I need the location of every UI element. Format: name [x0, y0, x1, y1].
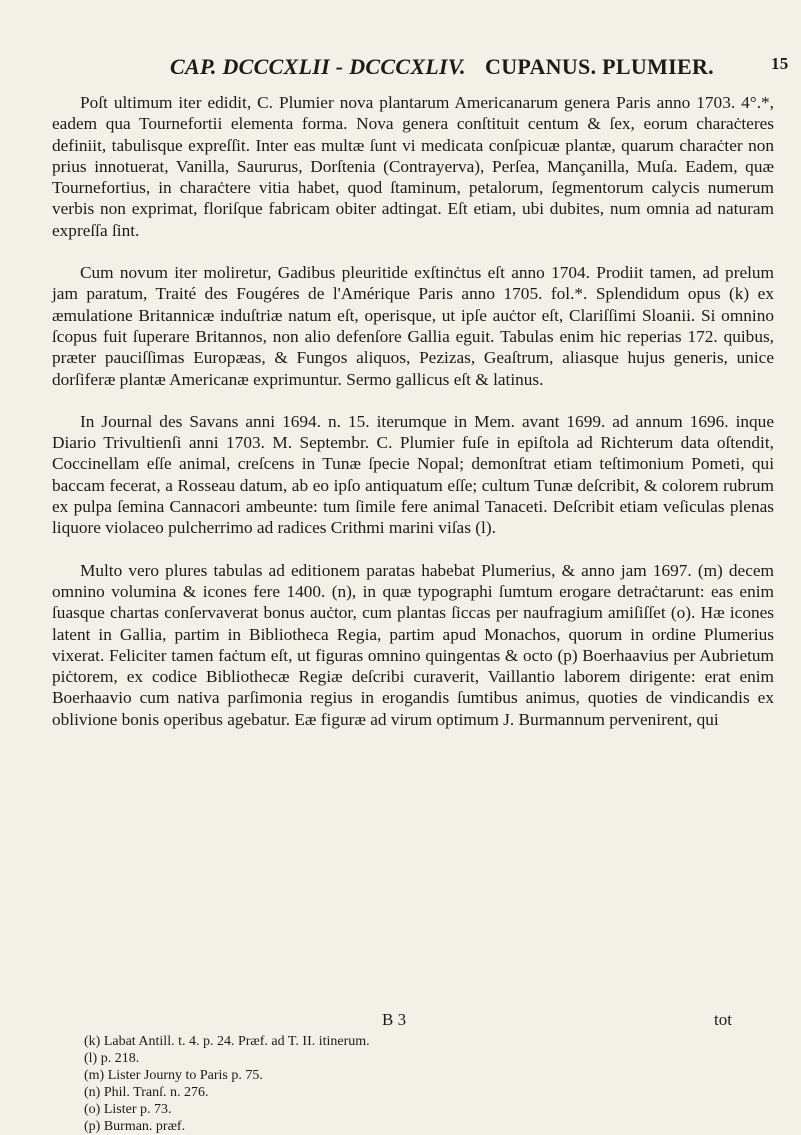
footnotes: [84, 1033, 764, 1135]
footnote: (n) Phil. Tranſ. n. 276.: [84, 1085, 209, 1100]
catchword: tot: [714, 1010, 732, 1029]
paragraph-3: In Journal des Savans anni 1694. n. 15. iterumque in Mem. avant 1699. ad annum 1696. inque Diario Trivultienſi anni 1703. M. Septembr. C. Plumier fuſe in epiſtola ad Richterum data oſtendit, Coccinellam eſſe animal, creſcens in Tunæ ſpecie Nopal; demonſtrat etiam teſtimonium Pometi, qui baccam fecerat, a Rosseau datum, ab eo ipſo antiquatum eſſe; cultum Tunæ deſcribit, & colorem rubrum ex pulpa ſemina Cannacori ambeunte: tum ſimile fere animal Tanaceti. Deſcribit etiam veſiculas plenas liquore violaceo pulcherrimo ad radices Crithmi marini viſas (l).: [52, 411, 774, 538]
paragraph-2: Cum novum iter moliretur, Gadibus pleuritide exſtinċtus eſt anno 1704. Prodiit tamen, ad prelum jam paratum, Traité des Fougéres de l'Amérique Paris anno 1705. fol.*. Splendidum opus (k) ex æmulatione Britannicæ induſtriæ natum eſt, operisque, ut ipſe auċtor eſt, Clariſſimi Sloanii. Si omnino ſcopus fuit ſuperare Britannos, non alio defenſore Gallia eguit. Tabulas enim hic reperias 172. quibus, præter pauciſſimas Europæas, & Fungos aliquos, Pezizas, Geaſtrum, aliasque hujus generis, unice dorſiferæ plantæ Americanæ exprimuntur. Sermo gallicus eſt & latinus.: [52, 263, 774, 389]
main-text: [52, 92, 774, 751]
footnote: (p) Burman. præf.: [84, 1119, 186, 1134]
footnote: (k) Labat Antill. t. 4. p. 24. Præf. ad T. II. itinerum.: [84, 1034, 370, 1049]
signature-mark: B 3: [382, 1010, 407, 1029]
paragraph-1: Poſt ultimum iter edidit, C. Plumier nova plantarum Americanarum genera Paris anno 1703. 4°.*, eadem qua Tournefortii elementa forma. Nova genera conſtituit centum & ſex, eorum charaċteres definiit, tabulisque expreſſit. Inter eas multæ ſunt vi medicata conſpicuæ plantæ, quarum charaċter non prius innotuerat, Vanilla, Saururus, Dorſtenia (Contrayerva), Perſea, Mançanilla, Muſa. Eadem, quæ Tournefortius, in charaċtere vitia habet, quod ſtaminum, petalorum, ſegmentorum calycis numerum verbis non exprimat, floriſque fabricam obiter adtingat. Eſt etiam, ubi dubites, num omnia ad naturam expreſſa ſint.: [52, 93, 774, 240]
paragraph-4: Multo vero plures tabulas ad editionem paratas habebat Plumerius, & anno jam 1697. (m) decem omnino volumina & icones fere 1400. (n), in quæ typographi ſumtum erogare detraċtarunt: eas enim ſuasque chartas conſervaverat bonus auċtor, cum plantas ſiccas per naufragium amiſiſſet (o). Hæ icones latent in Gallia, partim in Bibliotheca Regia, partim apud Monachos, quorum in ordine Plumerius vixerat. Feliciter tamen faċtum eſt, ut figuras omnino quingentas & octo (p) Boerhaavius per Aubrietum piċtorem, ex codice Bibliothecæ Regiæ deſcribi curaverit, Vaillantio laborem dirigente: erat enim Boerhaavio cum nativa parſimonia regius in erogandis ſumtibus animus, quoties de vindicandis ex oblivione bonis operibus agebatur. Eæ figuræ ad virum optimum J. Burmannum pervenirent, qui: [52, 560, 774, 729]
author-names: CUPANUS. PLUMIER.: [485, 54, 714, 79]
chapter-range: CAP. DCCCXLII - DCCCXLIV.: [170, 54, 466, 79]
footnote: (o) Lister p. 73.: [84, 1102, 172, 1117]
footnote: (l) p. 218.: [84, 1051, 140, 1066]
page-number: 15: [771, 54, 789, 73]
running-header: [0, 50, 801, 86]
footnote: (m) Lister Journy to Paris p. 75.: [84, 1068, 263, 1083]
